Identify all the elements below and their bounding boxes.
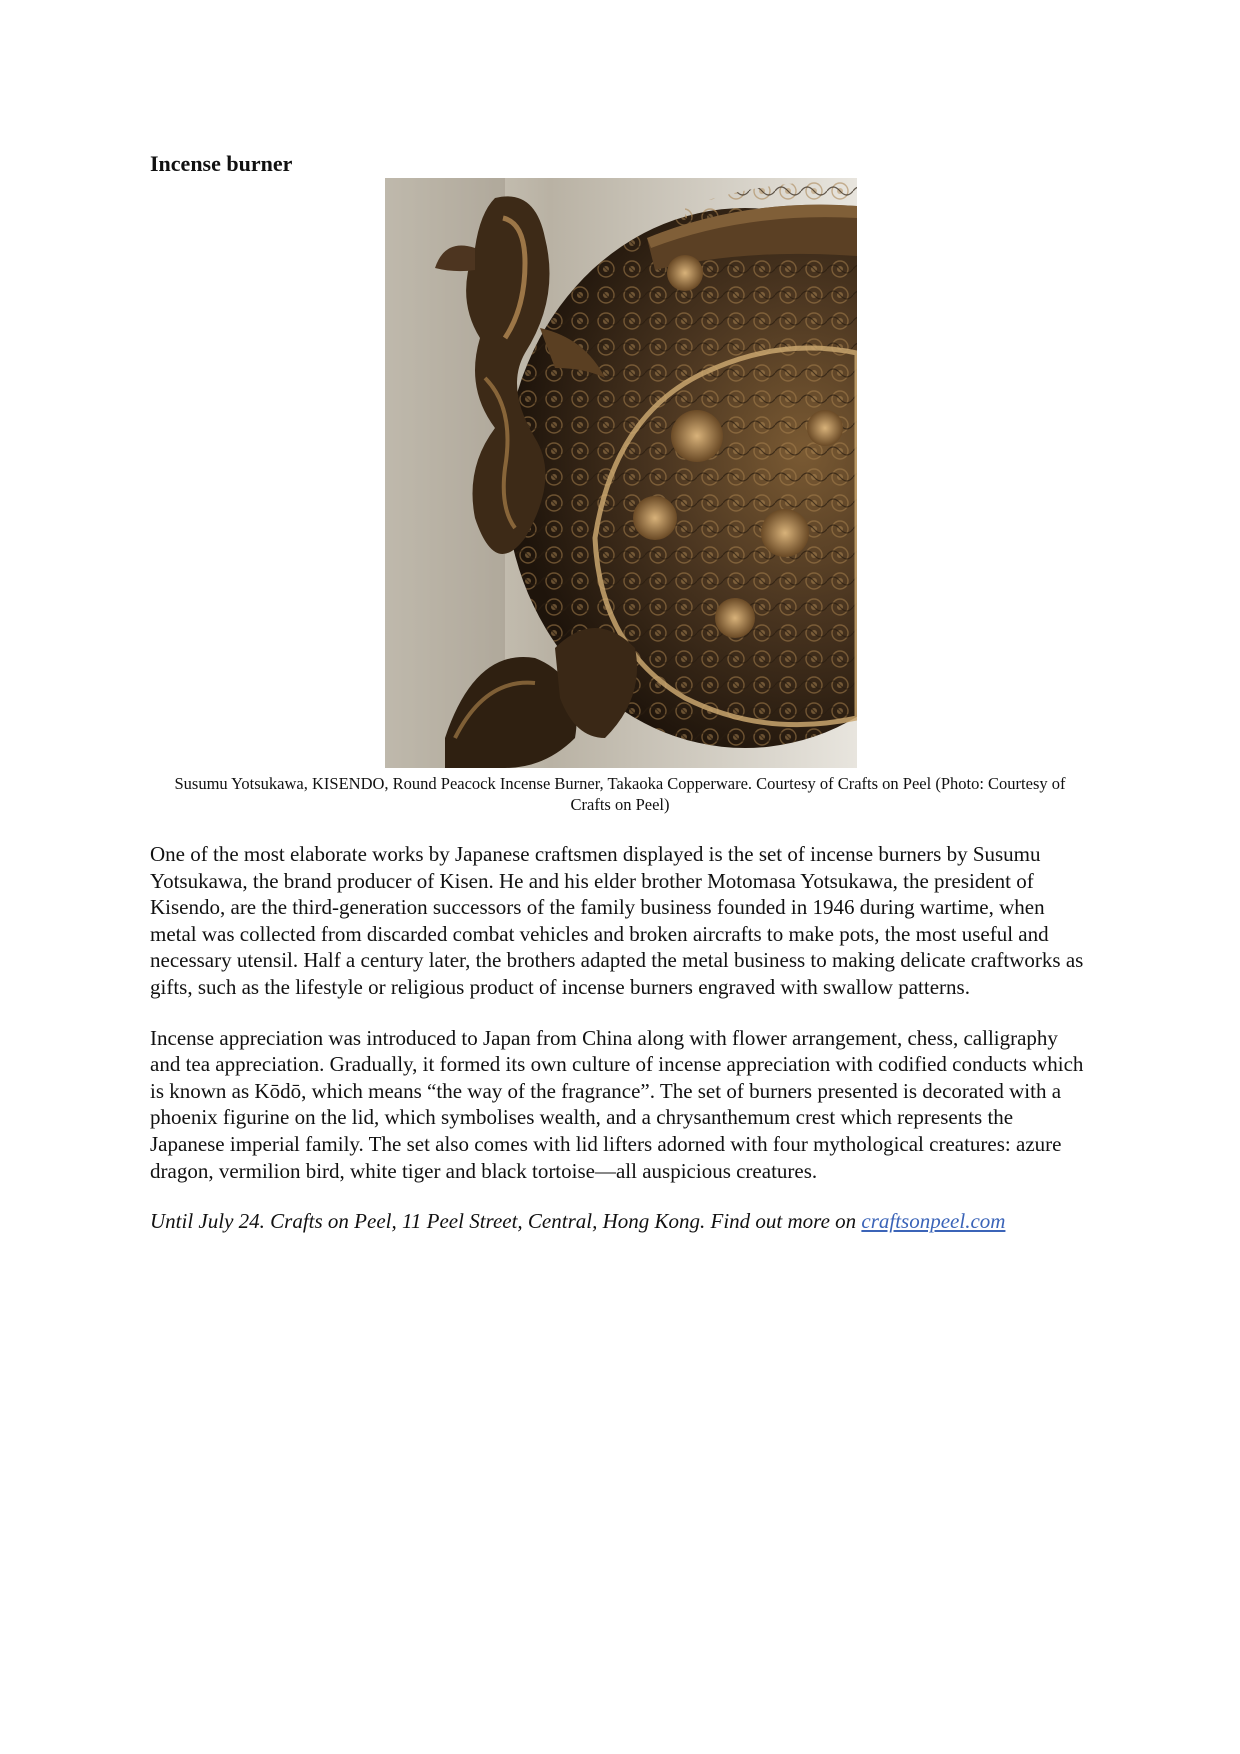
incense-burner-illustration	[385, 178, 857, 768]
article-heading: Incense burner	[150, 151, 293, 176]
craftsonpeel-link[interactable]: craftsonpeel.com	[861, 1209, 1006, 1234]
article-figure	[150, 178, 1090, 815]
closing-note	[150, 1208, 1090, 1235]
article-paragraph: Incense appreciation was introduced to Japan from China along with flower arrangement, chess, calligraphy and tea appreciation. Gradually, it formed its own culture of incense appreciation with codified conducts which is known as Kōdō, which means “the way of the fragrance”. The set of burners presented is decorated with a phoenix figurine on the lid, which symbolises wealth, and a chrysanthemum crest which represents the Japanese imperial family. The set also comes with lid lifters adorned with four mythological creatures: azure dragon, vermilion bird, white tiger and black tortoise—all auspicious creatures.	[150, 1025, 1084, 1183]
figure-caption: Susumu Yotsukawa, KISENDO, Round Peacock Incense Burner, Takaoka Copperware. Courtesy of Crafts on Peel (Photo: Courtesy of Crafts on Peel)	[174, 774, 1066, 814]
article-paragraph: One of the most elaborate works by Japanese craftsmen displayed is the set of incense burners by Susumu Yotsukawa, the brand producer of Kisen. He and his elder brother Motomasa Yotsukawa, the president of Kisendo, are the third-generation successors of the family business founded in 1946 during wartime, when metal was collected from discarded combat vehicles and broken aircrafts to make pots, the most useful and necessary utensil. Half a century later, the brothers adapted the metal business to making delicate craftworks as gifts, such as the lifestyle or religious product of incense burners engraved with swallow patterns.	[150, 842, 1084, 999]
document-page	[150, 150, 1090, 1235]
closing-note-text: Until July 24. Crafts on Peel, 11 Peel Street, Central, Hong Kong. Find out more on	[150, 1209, 862, 1234]
incense-burner-photo	[385, 178, 857, 768]
